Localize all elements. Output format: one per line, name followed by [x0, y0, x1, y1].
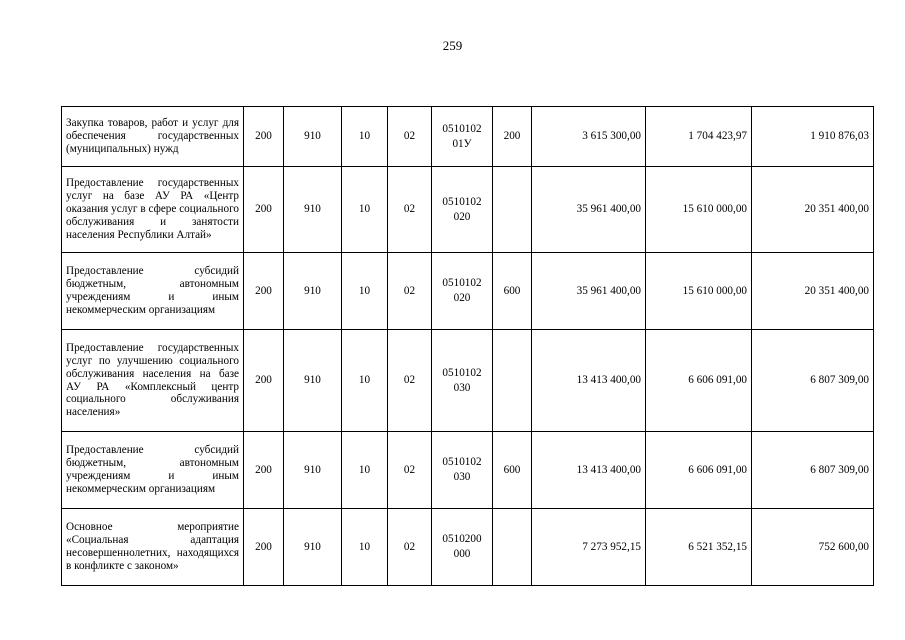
row-name: Предоставление государственных услуг на базе АУ РА «Центр оказания услуг в сфере социального обслуживания и занятости населения Республики Алтай» — [62, 167, 244, 253]
row-expense-type — [493, 167, 532, 253]
row-admin-code: 200 — [244, 107, 284, 167]
row-target-article — [432, 253, 493, 330]
target-article-line2: 01У — [452, 137, 472, 150]
row-expense-type: 200 — [493, 107, 532, 167]
row-subsection-code: 02 — [388, 509, 432, 586]
row-target-article — [432, 330, 493, 432]
row-sum-2: 1 704 423,97 — [646, 107, 752, 167]
row-name: Предоставление субсидий бюджетным, автономным учреждениям и иным некоммерческим организациям — [62, 432, 244, 509]
row-sum-1: 7 273 952,15 — [532, 509, 646, 586]
row-sum-3: 20 351 400,00 — [752, 253, 874, 330]
row-sum-1: 13 413 400,00 — [532, 432, 646, 509]
row-sum-3: 20 351 400,00 — [752, 167, 874, 253]
target-article-line1: 0510200 — [442, 533, 482, 545]
row-sum-3: 6 807 309,00 — [752, 330, 874, 432]
row-sum-3: 6 807 309,00 — [752, 432, 874, 509]
row-sum-2: 15 610 000,00 — [646, 253, 752, 330]
row-subsection-code: 02 — [388, 167, 432, 253]
target-article-line2: 030 — [453, 471, 471, 483]
target-article-line1: 0510102 — [442, 366, 482, 379]
row-section-code: 10 — [342, 167, 388, 253]
target-article-line1: 0510102 — [442, 277, 482, 289]
row-section-code: 10 — [342, 330, 388, 432]
row-ministry-code: 910 — [284, 253, 342, 330]
row-expense-type: 600 — [493, 432, 532, 509]
row-name: Предоставление субсидий бюджетным, автономным учреждениям и иным некоммерческим организациям — [62, 253, 244, 330]
target-article-line1: 0510102 — [442, 195, 482, 208]
row-admin-code: 200 — [244, 432, 284, 509]
row-subsection-code: 02 — [388, 253, 432, 330]
row-sum-1: 35 961 400,00 — [532, 253, 646, 330]
target-article-line2: 030 — [453, 381, 471, 394]
table-row — [62, 253, 874, 330]
row-target-article — [432, 167, 493, 253]
row-expense-type — [493, 509, 532, 586]
row-sum-1: 13 413 400,00 — [532, 330, 646, 432]
row-ministry-code: 910 — [284, 509, 342, 586]
target-article-line2: 000 — [453, 548, 471, 560]
row-sum-2: 6 606 091,00 — [646, 330, 752, 432]
table-row — [62, 107, 874, 167]
table-row — [62, 167, 874, 253]
row-admin-code: 200 — [244, 253, 284, 330]
row-ministry-code: 910 — [284, 330, 342, 432]
row-section-code: 10 — [342, 107, 388, 167]
row-name: Предоставление государственных услуг по улучшению социального обслуживания населения на базе АУ РА «Комплексный центр социального обслуживания населения» — [62, 330, 244, 432]
table-row — [62, 330, 874, 432]
row-section-code: 10 — [342, 509, 388, 586]
row-ministry-code: 910 — [284, 167, 342, 253]
table-row — [62, 432, 874, 509]
row-section-code: 10 — [342, 432, 388, 509]
row-subsection-code: 02 — [388, 432, 432, 509]
row-target-article — [432, 509, 493, 586]
table-row — [62, 509, 874, 586]
target-article-line1: 0510102 — [442, 456, 482, 468]
target-article-line1: 0510102 — [442, 122, 482, 135]
row-sum-2: 15 610 000,00 — [646, 167, 752, 253]
row-admin-code: 200 — [244, 330, 284, 432]
row-sum-1: 35 961 400,00 — [532, 167, 646, 253]
row-ministry-code: 910 — [284, 107, 342, 167]
row-admin-code: 200 — [244, 167, 284, 253]
row-subsection-code: 02 — [388, 107, 432, 167]
row-name: Закупка товаров, работ и услуг для обеспечения государственных (муниципальных) нужд — [62, 107, 244, 167]
row-target-article — [432, 107, 493, 167]
row-subsection-code: 02 — [388, 330, 432, 432]
row-sum-1: 3 615 300,00 — [532, 107, 646, 167]
page-number: 259 — [442, 38, 463, 53]
row-sum-2: 6 521 352,15 — [646, 509, 752, 586]
target-article-line2: 020 — [453, 292, 471, 304]
row-section-code: 10 — [342, 253, 388, 330]
row-admin-code: 200 — [244, 509, 284, 586]
target-article-line2: 020 — [453, 210, 471, 223]
row-expense-type — [493, 330, 532, 432]
row-name: Основное мероприятие «Социальная адаптация несовершеннолетних, находящихся в конфликте с законом» — [62, 509, 244, 586]
row-expense-type: 600 — [493, 253, 532, 330]
row-target-article — [432, 432, 493, 509]
budget-table — [61, 106, 874, 586]
row-ministry-code: 910 — [284, 432, 342, 509]
row-sum-2: 6 606 091,00 — [646, 432, 752, 509]
row-sum-3: 752 600,00 — [752, 509, 874, 586]
row-sum-3: 1 910 876,03 — [752, 107, 874, 167]
